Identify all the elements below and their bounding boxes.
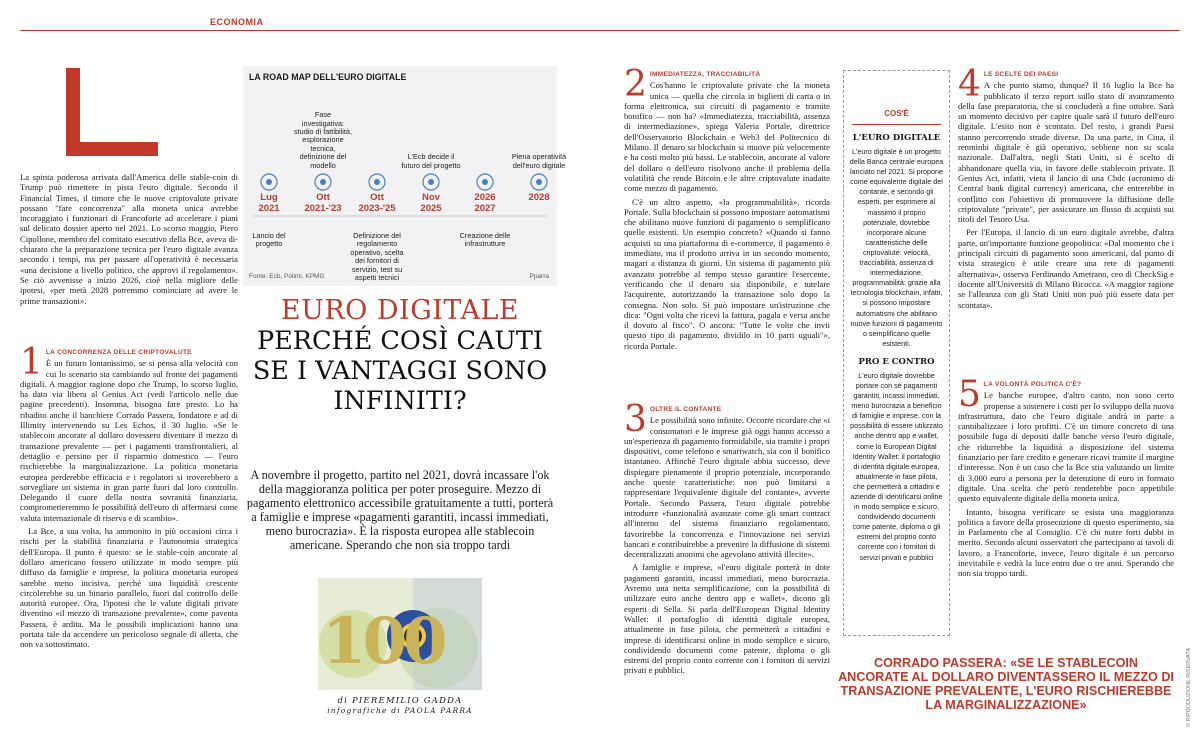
milestone-label: L'Ecb decide il futuro del progetto: [401, 152, 461, 170]
section-2: [624, 64, 830, 354]
section-4-p2: Per l'Europa, il lancio di un euro digitale avrebbe, d'altra parte, un'importante funzione geopolitica: «Dal momento che i principali circuiti di pagamento sono americani, dal punto di vista strategico è utile creare una rete di pagamenti alternativa», osserva Ferdinando Ametrano, ceo di CheckSig e docente all'Università di Milano Bicocca. «A maggior ragione se l'alleanza con gli Stati Uniti non può più essere data per scontata».: [958, 227, 1174, 310]
section-2-title: IMMEDIATEZZA, TRACCIABILITÀ: [649, 71, 761, 78]
top-rule: [20, 30, 1180, 31]
search-icon: [315, 174, 331, 190]
section-1-title: LA CONCORRENZA DELLE CRIPTOVALUTE: [45, 349, 192, 356]
intro-paragraph: La spinta poderosa arrivata dall'America delle stable-coin di Trump può rimettere in pista l'euro digitale. Secondo il Financial Times, il timore che le nuove criptovalute private possano "fare concorrenza" alla moneta unica avrebbe incoraggiato i funzionari di Francoforte ad accelerare i piani sul delicato dossier aperto nel 2021. Lo scorso maggio, Piero Cipollone, membro del comitato esecutivo della Bce, aveva di-chiarato che la preparazione tecnica per l'euro digitale avanza secondo i tempi, ma per passare all'operatività è necessaria «una decisione a livello politico, che approvi il regolamento». Se ciò avvenisse a inizio 2026, cioè nella migliore delle ipotesi, «per metà 2028 potremmo cominciare ad avere le prime transazioni».: [20, 172, 238, 306]
chart-source: Fonte: Ecb, Polimi, KPMG: [249, 273, 325, 280]
milestone-label: Fase investigativa: studio di fattibilità, esplorazione tecnica, definizione del modello: [293, 110, 352, 170]
sidebar-title-2: PRO E CONTRO: [858, 356, 935, 367]
banknote-number: 100: [322, 604, 444, 679]
sidebar-text-2: L'euro digitale dovrebbe portare con sé pagamenti garantiti, incassi immediati, meno burocrazia a beneficio di famiglie e imprese, con la possibilità di essere utilizzato anche dentro app e wallet, come lo European Digital Identity Wallet: il portafoglio di identità digitale europea, attualmente in fase pilota, che permetterà a cittadini e aziende di identificarsi online in modo semplice e sicuro, condividendo documenti come patente, diploma o gli estremi del proprio conto corrente con i fornitori di servizi privati e pubblici: [850, 370, 943, 562]
intro-text: [20, 172, 238, 309]
sidebar-text-1: L'euro digitale è un progetto della Banca centrale europea lanciato nel 2021. Si propone come equivalente digitale del contante, e secondo gli esperti, per esprimere al massimo il proprio potenziale, dovrebbe incorporare alcune caratteristiche delle criptovalute: velocità, tracciabilità, assenza di intermediazione, programmabilità: grazie alla tecnologia blockchain, infatti, si possono impostare automatismi che abilitano nuove funzioni di pagamento o semplificano quelle esistenti.: [849, 147, 944, 348]
section-3-number: 3: [624, 399, 647, 440]
section-2-number: 2: [624, 64, 647, 105]
milestone-date: Ott: [316, 192, 330, 203]
milestone-date: 2021-'23: [304, 203, 342, 214]
chart-credit: Pparra: [529, 273, 549, 280]
section-5-p1: Le banche europee, d'altro canto, non sono certo propense a sostenere i costi per lo sviluppo della nuova infrastruttura, dato che l'euro digitale andrà in parte a cannibalizzare i loro profitti. C'è un timore concreto di una possibile fuga di depositi dalle banche verso l'euro digitale, che ridurrebbe la liquidità a disposizione del sistema finanziario per fare credito e generare ricavi tramite il margine d'interesse. Non è un caso che la Bce stia valutando un limite di 3.000 euro a persona per la detenzione di euro in formato digitale. Una scelta che però renderebbe poco appetibile questo equivalente digitale della moneta unica.: [958, 390, 1174, 504]
milestone-label: Lancio del progetto: [252, 231, 286, 249]
section-4-number: 4: [958, 64, 981, 105]
section-label: ECONOMIA: [210, 17, 264, 27]
milestone-date: Lug: [260, 192, 278, 203]
chart-icon: [531, 174, 547, 190]
headline-deck: A novembre il progetto, partito nel 2021, dovrà incassare l'ok della maggioranza politica per poter proseguire. Mezzo di pagamento elettronico accessibile gratuitamente a tutti, porterà a famiglie e imprese «pagamenti garantiti, incassi immediati, meno burocrazia». È la risposta europea alle stablecoin americane. Sperando che non sia troppo tardi: [246, 468, 554, 552]
chart-title: LA ROAD MAP DELL'EURO DIGITALE: [249, 72, 407, 82]
milestone-date: 2025: [420, 203, 442, 214]
milestone-label: Creazione delle infrastrutture: [459, 231, 511, 249]
milestone-date: 2026: [474, 192, 496, 203]
section-1-number: 1: [20, 342, 43, 383]
milestone-date: Nov: [422, 192, 440, 203]
byline-author: di PIEREMILIO GADDA: [337, 696, 463, 706]
milestone-date: 2027: [474, 203, 496, 214]
section-2-p1: Cos'hanno le criptovalute private che la moneta unica — quella che circola in biglietti di carta o in forma elettronica, sui circuiti di pagamento e tramite bonifico — non ha? «Immediatezza, tracciabilità, assenza di intermediazione», spiega Valeria Portale, direttrice dell'Osservatorio Blockchain e Web3 del Politecnico di Milano. Il denaro su blockchain si muove più velocemente e ha costi molto più bassi. Le stablecoin, ancorate al valore del dollaro o dell'euro risolvono anche il problema della volatilità che rende Bitcoin e le altre criptovalute inadatte come mezzo di pagamento.: [624, 80, 830, 194]
section-5-p2: Intanto, bisogna verificare se esista una maggioranza politica a favore della prosecuzione di questo esperimento, sia in Parlamento che al Consiglio. C'è chi nutre forti dubbi in merito. Secondo alcuni osservatori che partecipano ai tavoli di lavoro, a Francoforte, invece, l'euro digitale è un percorso inevitabile e vedrà la luce entro due o tre anni. Sperando che non sia troppo tardi.: [958, 506, 1174, 579]
section-3-p1: Le possibilità sono infinite. Occorre ricordare che «i consumatori e le imprese già oggi hanno accesso a un'esperienza di pagamento formidabile, sia tramite i propri dispositivi, come telefono e smartwatch, sia con il bonifico istantaneo. Affinché l'euro digitale abbia successo, deve dispiegare pienamente il proprio potenziale, incorporando anche queste caratteristiche: non può limitarsi a rappresentare l'equivalente digitale del contante», avverte Portale. Secondo Passera, l'euro digitale potrebbe introdurre «funzionalità avanzate come gli smart contract all'interno del sistema finanziario regolamentato, favorirebbe la concorrenza e l'innovazione nei servizi bancari e contribuirebbe a prevenire la diffusione di sistemi decentralizzati anonimi che agevolano attività illecite».: [624, 415, 830, 560]
headline-title: PERCHÉ COSÌ CAUTI SE I VANTAGGI SONO INFINITI?: [252, 326, 548, 416]
gear-icon: [369, 174, 385, 190]
milestone-label: Piena operatività dell'euro digitale: [511, 152, 567, 170]
section-3: [624, 399, 830, 679]
section-5: [958, 374, 1174, 582]
section-1-p2: La Bce, a sua volta, ha ammonito in più occasioni circa i rischi per la stabilità finanziaria e l'autonomia strategica dell'Europa. Il punto è questo: se le stable-coin ancorate al dollaro americano fossero utilizzate in modo sempre più diffuso da famiglie e imprese, la politica monetaria europea sarebbe meno incisiva, perché una liquidità crescente circolerebbe su un binario parallelo, fuori dal controllo delle autorità europee. Ora, l'ipotesi che le valute digitali private diventino «il mezzo di transazione prevalente», come paventa Passera, è ardita. Ma le possibili implicazioni hanno una portata tale da accendere un pericoloso segnale di allerta, che non va sottostimato.: [20, 526, 238, 650]
pull-quote: CORRADO PASSERA: «SE LE STABLECOIN ANCORATE AL DOLLARO DIVENTASSERO IL MEZZO DI TRANSAZIONE PREVALENTE, L'EURO RISCHIEREBBE LA MARGINALIZZAZIONE»: [838, 656, 1174, 712]
section-4-title: LE SCELTE DEI PAESI: [983, 71, 1059, 78]
drop-cap: [66, 68, 158, 158]
bank-icon: [423, 174, 439, 190]
copyright-note: © RIPRODUZIONE RISERVATA: [1186, 647, 1192, 727]
section-2-p2: C'è un altro aspetto, «la programmabilità», ricorda Portale. Sulla blockchain si possono impostare automatismi che abilitano nuove funzioni di pagamento o semplificano quelle esistenti. Un esempio concreto? «Quando si fanno acquisti su una piattaforma di e-commerce, il pagamento è immediato, ma il prodotto arriva in un secondo momento, magari a distanza di giorni. Un sistema di pagamento più avanzato potrebbe al tempo stesso garantire l'esercente, verificando che il denaro sia disponibile, e tutelare l'acquirente, autorizzando la transazione solo dopo la consegna. Non solo. Si può impostare un'istruzione che dica: "Ogni volta che ricevi la fattura, pagala e versa anche il dovuto al fisco". O ancora: "Tutte le volte che invii questo tipo di pagamento, dividilo in 10 parti uguali"», ricorda Portale.: [624, 196, 830, 351]
section-5-number: 5: [958, 374, 981, 415]
byline-graphics: infografiche di PAOLA PARRA: [327, 706, 473, 715]
byline: [243, 696, 557, 715]
sidebar-header: COS'È: [884, 109, 909, 118]
milestone-date: 2021: [258, 203, 280, 214]
banknote-photo: [318, 578, 482, 690]
headline-block: [243, 296, 557, 416]
milestone-label: Definizione del regolamento operativo, scelta dei fornitori di servizio, test su aspetti tecnici: [350, 231, 404, 283]
roadmap-chart: [243, 66, 567, 286]
section-3-p2: A famiglie e imprese, «l'euro digitale porterà in dote pagamenti garantiti, incassi immediati, meno burocrazia. Avremo una netta semplificazione, con la possibilità di utilizzare euro anche dentro app e wallet», dicono gli esperti di Sella. Si parla dell'European Digital Identity Wallet: il portafoglio di identità digitale europea, attualmente in fase pilota, che permetterà a cittadini e imprese di identificarsi online in modo semplice e sicuro, condividendo documenti come patente, diploma o gli estremi del proprio conto corrente con i fornitori di servizi privati e pubblici.: [624, 562, 830, 676]
section-4-p1: A che punto siamo, dunque? Il 16 luglio la Bce ha pubblicato il terzo report sullo stato di avanzamento della fase preparatoria, che si concluderà a fine ottobre. Sarà un momento decisivo per capire quale sarà il futuro dell'euro digitale. L'esito non è scontato. Del resto, i grandi Paesi stanno percorrendo strade diverse. Da una parte, in Cina, il renminbi digitale è già operativo, sebbene non su scala nazionale. Dall'altra, negli Stati Uniti, si è scelto di abbandonare quella via, in favore delle stablecoin private. Il Genius Act, infatti, vieta il lancio di una Cbdc (acronimo di Central bank digital currency) americana, che entrerebbe in conflitto con l'obiettivo di promuovere la diffusione delle criptovalute "private", per assicurare un flusso di acquisti sui titoli del Tesoro Usa.: [958, 80, 1174, 225]
roadmap-svg: [243, 66, 567, 286]
sidebar-title-1: L'EURO DIGITALE: [852, 133, 941, 143]
headline-kicker: EURO DIGITALE: [280, 295, 520, 326]
section-5-title: LA VOLONTÀ POLITICA C'È?: [983, 381, 1082, 388]
section-1-p1: È un futuro lontanissimo, se si pensa alla velocità con cui lo scenario sta cambiando sul fronte dei pagamenti digitali. A maggior ragione dopo che Trump, lo scorso luglio, ha dato via libera al Genius Act (vedi l'articolo nelle due pagine precedenti). Insomma, bisogna fare presto. Lo ha ribadito anche il banchiere Corrado Passera, fondatore e ad di Illimity intervenendo su Les Echos, il 30 luglio. «Se le stablecoin ancorate al dollaro dovessero diventare il mezzo di transazione prevalente — per i pagamenti transfrontalieri, al dettaglio e persino per il risparmio domestico — l'euro rischierebbe la marginalizzazione. La politica monetaria europea perderebbe efficacia e i regolatori si troverebbero a sorvegliare un sistema in gran parte fuori dal loro controllo. Delegando il cuore della nostra sovranità finanziaria, comprometteremmo le possibilità dell'euro di affermarsi come valuta internazionale di riserva e di scambio».: [20, 358, 238, 523]
sidebar-box: [843, 70, 950, 636]
milestone-date: Ott: [370, 192, 384, 203]
section-1: [20, 342, 238, 653]
section-3-title: OLTRE IL CONTANTE: [649, 406, 722, 413]
rocket-icon: [261, 174, 277, 190]
milestone-date: 2028: [528, 192, 550, 203]
house-icon: [477, 174, 493, 190]
milestone-date: 2023-'25: [358, 203, 396, 214]
section-4: [958, 64, 1174, 313]
